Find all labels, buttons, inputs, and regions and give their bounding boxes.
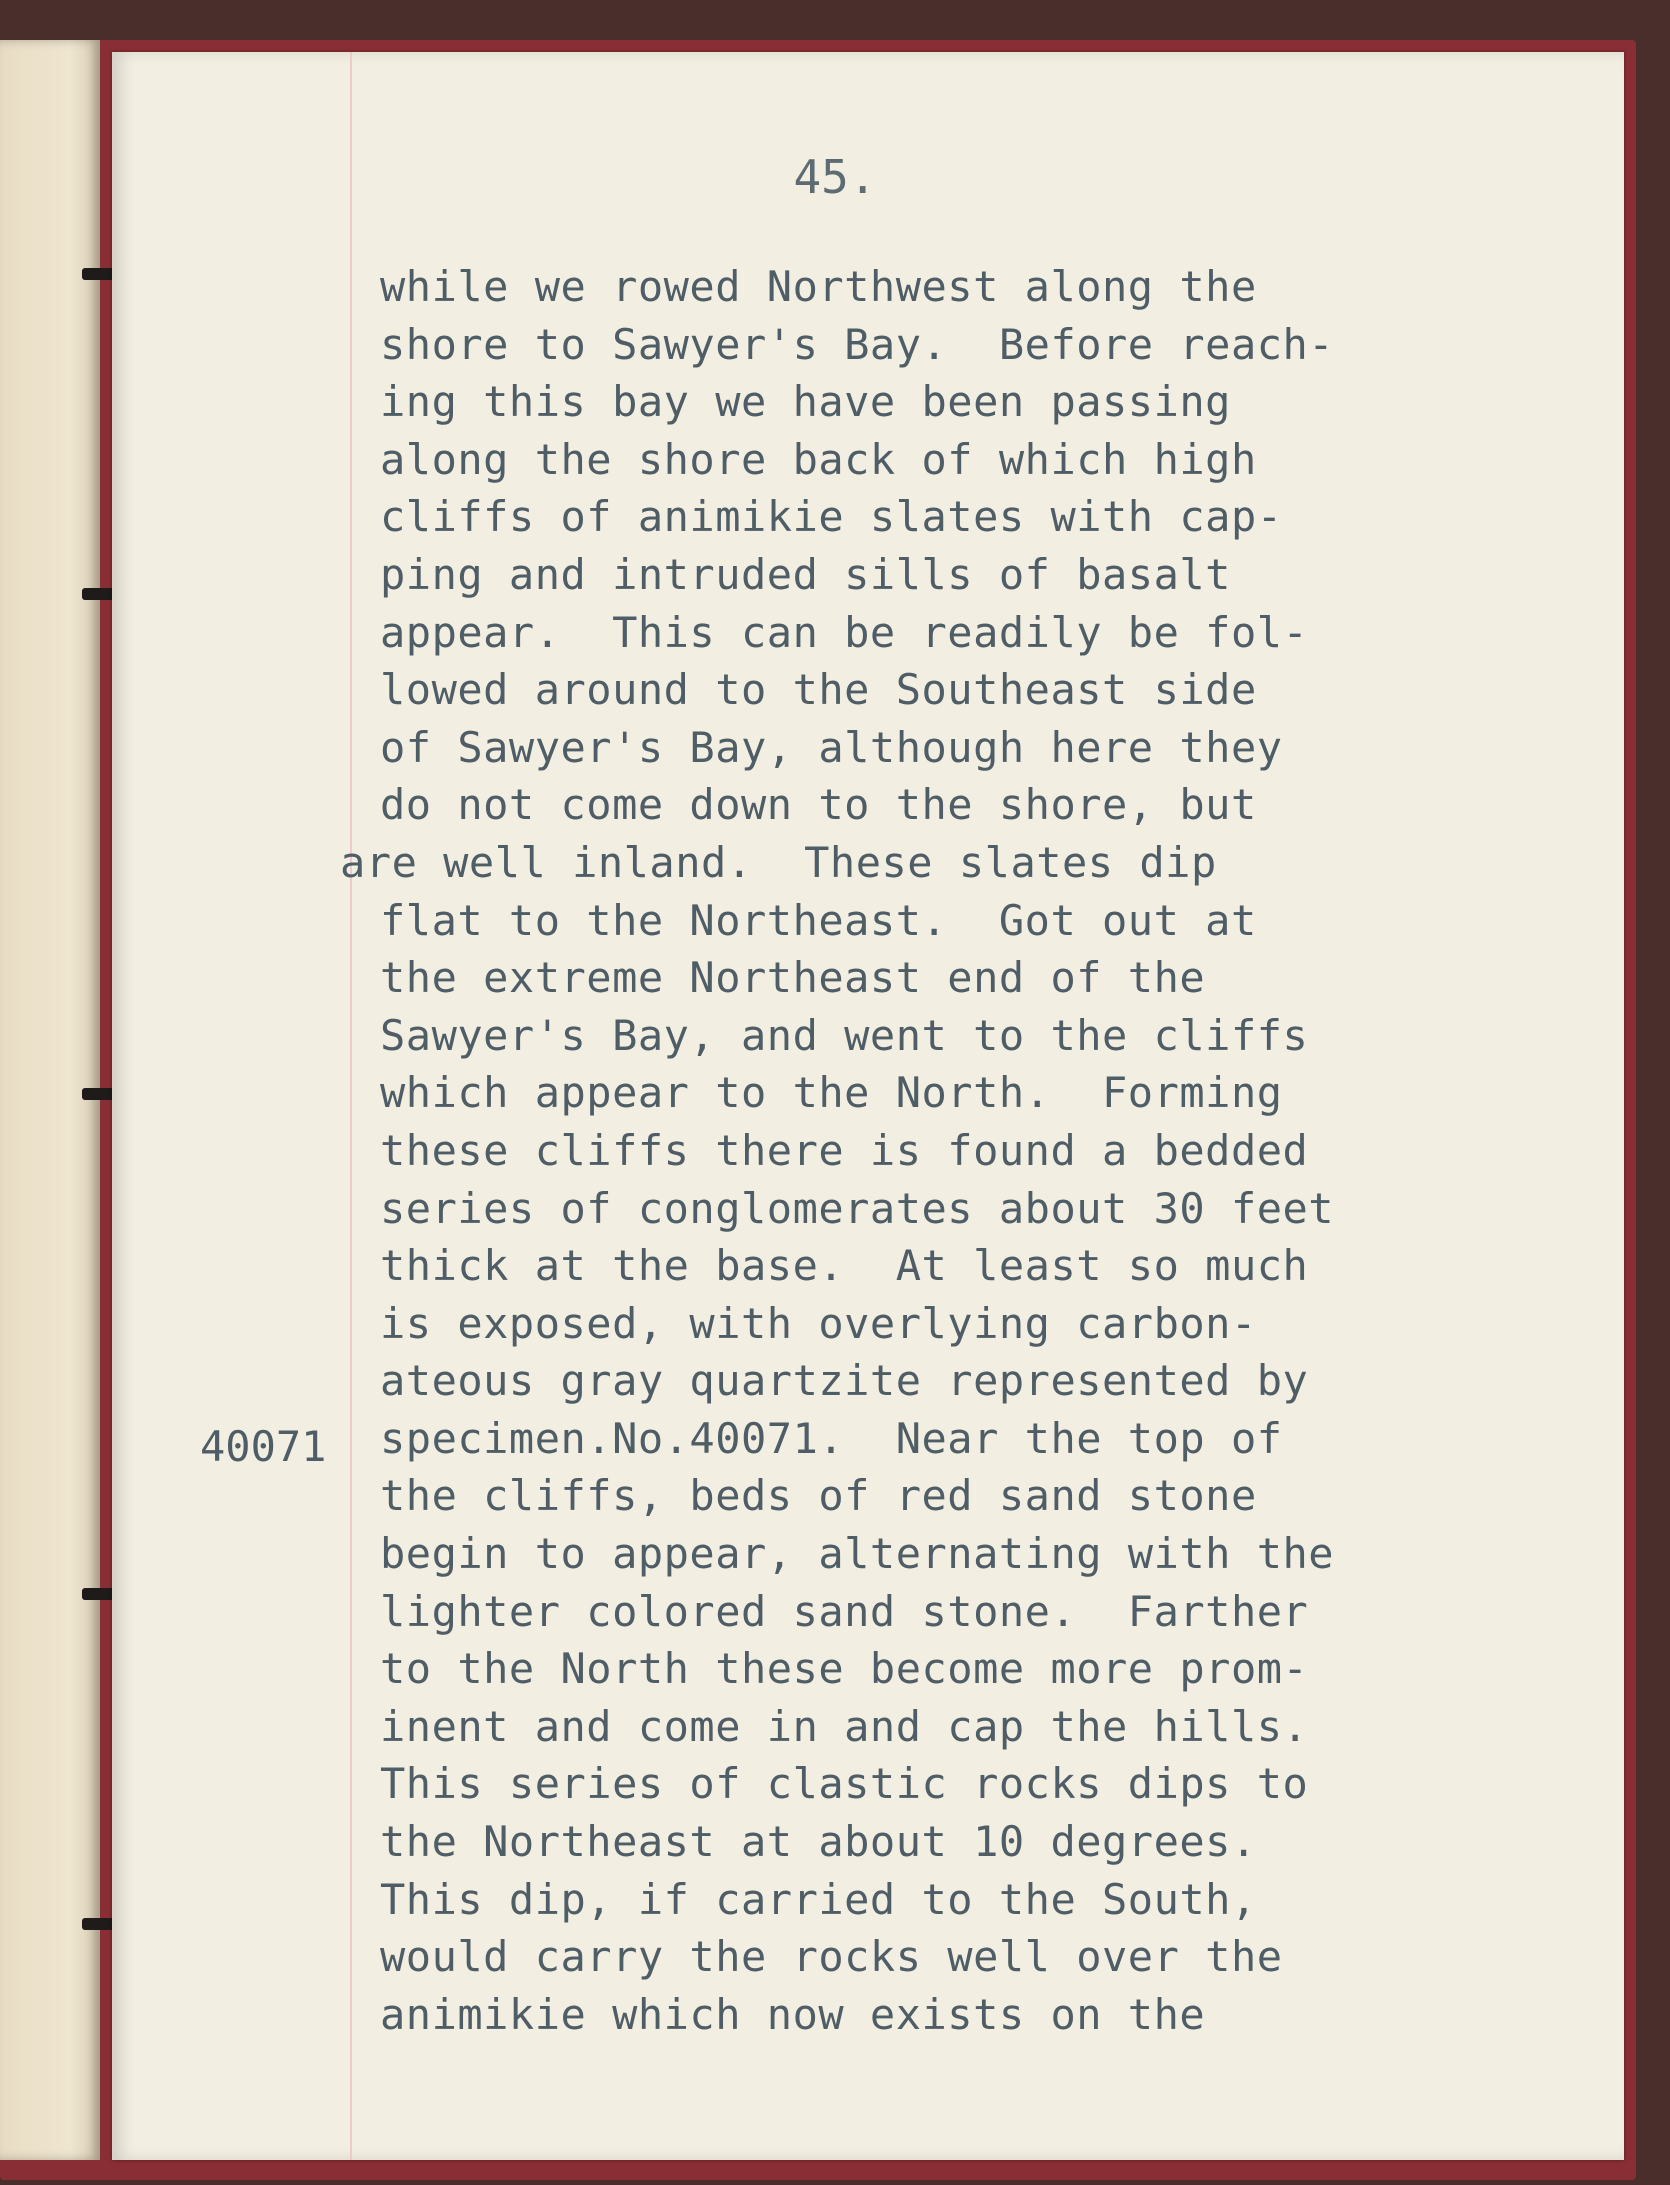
- text-line: to the North these become more prom-: [380, 1644, 1309, 1694]
- text-line: This dip, if carried to the South,: [380, 1874, 1257, 1924]
- text-line: lowed around to the Southeast side: [380, 665, 1257, 715]
- text-line: thick at the base. At least so much: [380, 1241, 1309, 1291]
- text-line: ping and intruded sills of basalt: [380, 549, 1231, 599]
- text-line: ateous gray quartzite represented by: [380, 1356, 1309, 1406]
- typed-text-block: [340, 258, 1610, 2043]
- text-line: inent and come in and cap the hills.: [380, 1701, 1309, 1751]
- text-line: This series of clastic rocks dips to: [380, 1759, 1309, 1809]
- text-line: would carry the rocks well over the: [380, 1932, 1283, 1982]
- text-line: these cliffs there is found a bedded: [380, 1125, 1309, 1175]
- text-line: the cliffs, beds of red sand stone: [380, 1471, 1257, 1521]
- specimen-margin-note: 40071: [200, 1422, 327, 1471]
- text-line: begin to appear, alternating with the: [380, 1529, 1335, 1579]
- text-line: animikie which now exists on the: [380, 1989, 1206, 2039]
- text-line: shore to Sawyer's Bay. Before reach-: [380, 319, 1335, 369]
- margin-rule: [350, 52, 352, 2160]
- text-line: while we rowed Northwest along the: [380, 262, 1257, 311]
- text-line: Sawyer's Bay, and went to the cliffs: [380, 1010, 1309, 1060]
- text-line: do not come down to the shore, but: [380, 780, 1257, 830]
- text-line: which appear to the North. Forming: [380, 1068, 1283, 1118]
- text-line: lighter colored sand stone. Farther: [380, 1586, 1309, 1636]
- page-number: 45.: [793, 150, 877, 204]
- text-line: ing this bay we have been passing: [380, 377, 1231, 427]
- text-line: along the shore back of which high: [380, 434, 1257, 484]
- text-line: the extreme Northeast end of the: [380, 953, 1206, 1003]
- facing-page-edge: [0, 40, 100, 2160]
- text-line: the Northeast at about 10 degrees.: [380, 1817, 1257, 1867]
- text-line: is exposed, with overlying carbon-: [380, 1298, 1257, 1348]
- text-line: specimen.No.40071. Near the top of: [380, 1413, 1283, 1463]
- text-line: cliffs of animikie slates with cap-: [380, 492, 1283, 542]
- text-line: appear. This can be readily be fol-: [380, 607, 1309, 657]
- text-line: are well inland. These slates dip: [340, 837, 1217, 887]
- text-line: flat to the Northeast. Got out at: [380, 895, 1257, 945]
- text-line: of Sawyer's Bay, although here they: [380, 722, 1283, 772]
- text-line: series of conglomerates about 30 feet: [380, 1183, 1335, 1233]
